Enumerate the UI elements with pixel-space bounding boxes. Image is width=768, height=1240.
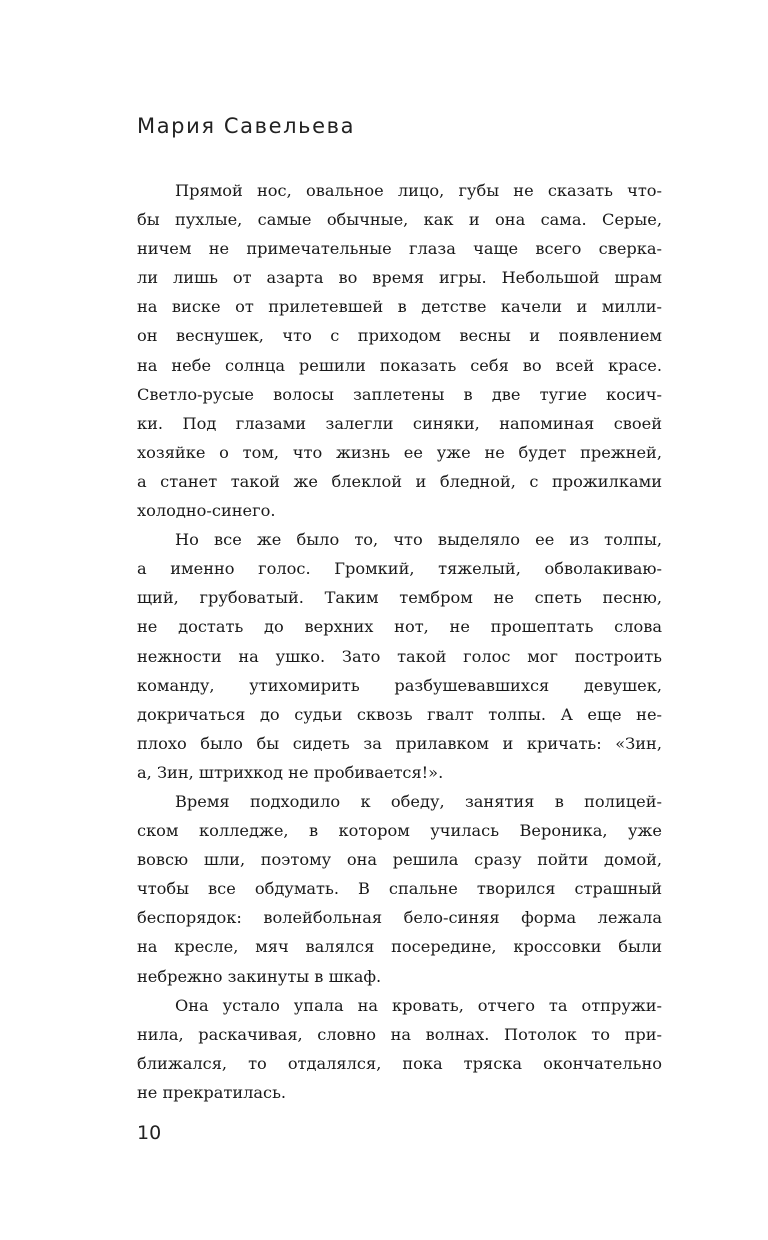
text-line: Но все же было то, что выделяло ее из толпы, [175, 530, 662, 550]
text-line: нила, раскачивая, словно на волнах. Потолок то при- [137, 1024, 662, 1044]
text-line: чтобы все обдумать. В спальне творился страшный [137, 879, 662, 899]
paragraph [137, 525, 662, 787]
text-line: ки. Под глазами залегли синяки, напоминая своей [137, 413, 662, 433]
text-line: а станет такой же блеклой и бледной, с прожилками [137, 471, 662, 491]
text-line: плохо было бы сидеть за прилавком и кричать: «Зин, [137, 733, 662, 753]
running-header-author: Мария Савельева [137, 114, 356, 138]
text-line: не достать до верхних нот, не прошептать слова [137, 617, 662, 637]
text-line: вовсю шли, поэтому она решила сразу пойти домой, [137, 850, 662, 870]
text-line: ском колледже, в котором училась Вероника, уже [137, 821, 662, 841]
text-line: холодно-синего. [137, 501, 276, 521]
text-line: докричаться до судьи сквозь гвалт толпы. А еще не- [137, 704, 662, 724]
paragraph [137, 991, 662, 1107]
text-line: а именно голос. Громкий, тяжелый, обволакиваю- [137, 559, 662, 579]
text-line: Она устало упала на кровать, отчего та отпружи- [175, 995, 662, 1015]
text-line: нежности на ушко. Зато такой голос мог построить [137, 646, 662, 666]
text-line: на небе солнца решили показать себя во всей красе. [137, 355, 662, 375]
text-line: щий, грубоватый. Таким тембром не спеть песню, [137, 588, 662, 608]
text-line: на кресле, мяч валялся посередине, кроссовки были [137, 937, 662, 957]
page-number: 10 [137, 1122, 162, 1144]
text-line: беспорядок: волейбольная бело-синяя форма лежала [137, 908, 662, 928]
paragraph [137, 787, 662, 991]
text-line: на виске от прилетевшей в детстве качели и милли- [137, 297, 662, 317]
text-line: команду, утихомирить разбушевавшихся девушек, [137, 675, 662, 695]
text-line: небрежно закинуты в шкаф. [137, 966, 382, 986]
text-line: Прямой нос, овальное лицо, губы не сказать что- [175, 181, 662, 200]
text-line: ближался, то отдалялся, пока тряска окончательно [137, 1053, 662, 1073]
text-line: ничем не примечательные глаза чаще всего сверка- [137, 239, 662, 259]
text-line: Время подходило к обеду, занятия в полицей- [175, 791, 662, 811]
text-line: хозяйке о том, что жизнь ее уже не будет прежней, [137, 442, 662, 462]
text-line: а, Зин, штрихкод не пробивается!». [137, 762, 444, 782]
text-line: бы пухлые, самые обычные, как и она сама. Серые, [137, 210, 662, 230]
text-line: не прекратилась. [137, 1082, 287, 1102]
body-text [137, 176, 662, 1107]
text-line: ли лишь от азарта во время игры. Небольшой шрам [137, 268, 662, 288]
paragraph [137, 176, 662, 525]
text-line: Светло-русые волосы заплетены в две тугие косич- [137, 384, 662, 404]
text-line: он веснушек, что с приходом весны и появлением [137, 326, 662, 346]
